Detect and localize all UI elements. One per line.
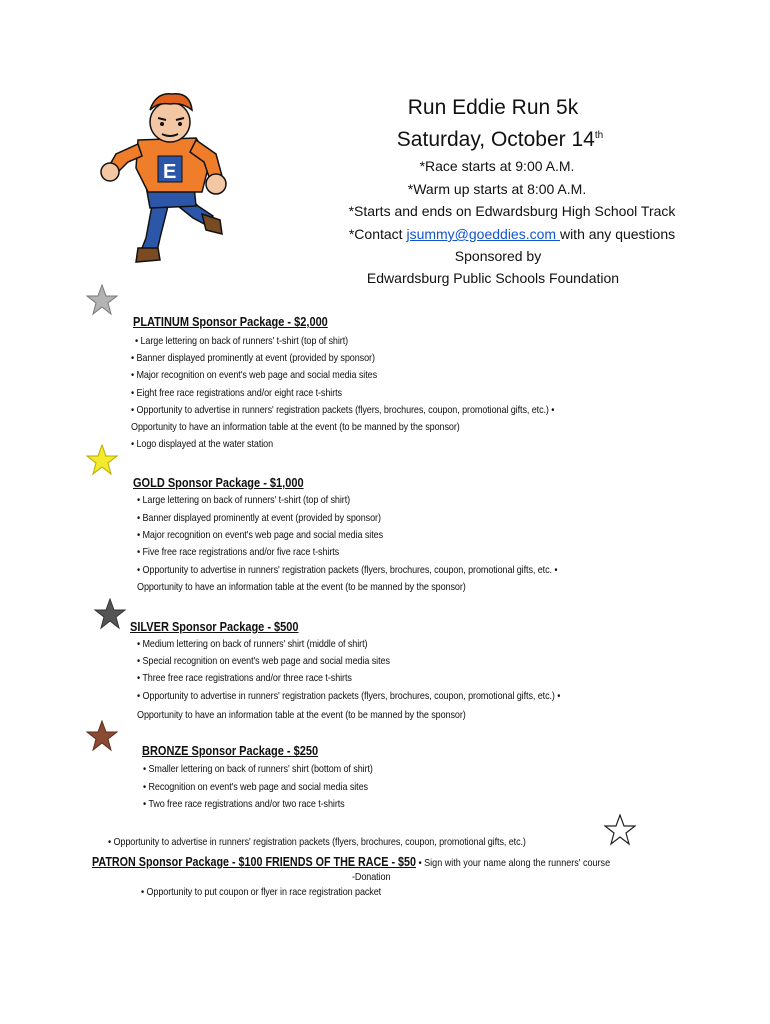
contact-suffix: with any questions [559,226,676,242]
list-item: • Banner displayed prominently at event (provided by sponsor) [137,512,381,524]
list-item: • Opportunity to advertise in runners' registration packets (flyers, brochures, coupon, promotional gifts, etc. • [137,564,558,576]
list-item: Opportunity to have an information table at the event (to be manned by the sponsor) [137,709,466,721]
event-date [115,128,770,152]
list-item: • Eight free race registrations and/or eight race t-shirts [131,387,342,399]
star-icon [94,598,126,630]
list-item: • Special recognition on event's web page and social media sites [137,655,390,667]
patron-sign-item: • Sign with your name along the runners' course [415,857,611,869]
location-line: *Starts and ends on Edwardsburg High School Track [348,203,676,219]
list-item: • Logo displayed at the water station [131,438,274,450]
list-item: • Medium lettering on back of runners' shirt (middle of shirt) [137,638,368,650]
list-item: • Recognition on event's web page and social media sites [143,781,368,793]
list-item: • Banner displayed prominently at event (provided by sponsor) [131,352,375,364]
list-item: • Opportunity to advertise in runners' registration packets (flyers, brochures, coupon, promotional gifts, etc.) • [131,404,555,416]
platinum-package-title: PLATINUM Sponsor Package - $2,000 [133,315,328,329]
list-item: • Large lettering on back of runners' t-shirt (top of shirt) [135,335,349,347]
star-icon [604,814,636,846]
star-icon [86,444,118,476]
gold-package-title: GOLD Sponsor Package - $1,000 [133,476,304,490]
list-item: • Three free race registrations and/or three race t-shirts [137,672,352,684]
list-item: • Five free race registrations and/or five race t-shirts [137,546,340,558]
patron-advertise-line: • Opportunity to advertise in runners' registration packets (flyers, brochures, coupon, promotional gifts, etc.) [108,836,526,848]
list-item: • Opportunity to advertise in runners' registration packets (flyers, brochures, coupon, promotional gifts, etc.) • [137,690,561,702]
race-start-line: *Race starts at 9:00 A.M. [419,158,575,174]
event-title: Run Eddie Run 5k [407,96,579,119]
sponsored-by: Sponsored by [454,248,542,264]
list-item: Opportunity to have an information table at the event (to be manned by the sponsor) [137,581,466,593]
list-item: • Large lettering on back of runners' t-shirt (top of shirt) [137,494,351,506]
list-item: Opportunity to have an information table at the event (to be manned by the sponsor) [131,421,460,433]
list-item: • Two free race registrations and/or two race t-shirts [143,798,345,810]
svg-text:E: E [163,161,177,183]
contact-line [127,226,770,242]
silver-package-title: SILVER Sponsor Package - $500 [130,620,299,634]
contact-prefix: *Contact [348,226,407,242]
event-date-text: Saturday, October 14 [396,128,595,151]
list-item: • Major recognition on event's web page and social media sites [137,529,384,541]
star-icon [86,284,118,316]
patron-donation: -Donation [352,871,391,883]
list-item: • Major recognition on event's web page and social media sites [131,369,378,381]
patron-coupon-item: • Opportunity to put coupon or flyer in race registration packet [141,886,382,898]
event-date-suffix: th [594,130,604,141]
warmup-line: *Warm up starts at 8:00 A.M. [407,181,587,197]
star-icon [86,720,118,752]
list-item: • Smaller lettering on back of runners' shirt (bottom of shirt) [143,763,373,775]
bronze-package-title: BRONZE Sponsor Package - $250 [142,744,319,758]
foundation-name: Edwardsburg Public Schools Foundation [366,270,620,286]
patron-title-line [92,853,610,871]
contact-email-link[interactable]: jsummy@goeddies.com [406,226,560,242]
patron-package-title: PATRON Sponsor Package - $100 FRIENDS OF THE RACE - $50 [92,855,416,869]
